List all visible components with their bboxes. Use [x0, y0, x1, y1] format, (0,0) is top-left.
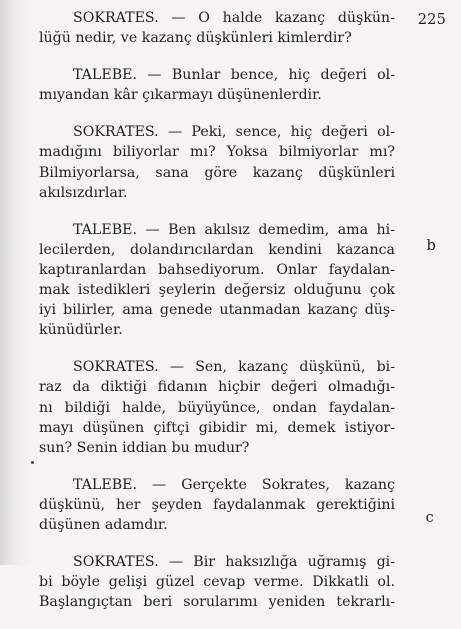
section-marker-c: c: [425, 510, 434, 526]
text-line: düşünen adamdır.: [39, 516, 168, 533]
paragraph-2: [39, 65, 395, 105]
paragraph-1: [39, 8, 395, 48]
text-line: lecilerden, dolandırıcılardan kendini kazanca: [39, 241, 395, 258]
margin-dot: [31, 461, 34, 464]
dialogue-text: [39, 8, 395, 629]
text-line: nı bildiği halde, büyüyünce, ondan faydalan-: [39, 399, 395, 416]
text-line: SOKRATES. — O halde kazanç düşkün-: [73, 10, 395, 26]
text-line: künüdürler.: [39, 322, 123, 339]
text-line: SOKRATES. — Bir haksızlığa uğramış gi-: [73, 554, 395, 571]
page-number: 225: [417, 12, 446, 28]
text-line: bi böyle gelişi güzel cevap verme. Dikkatli ol.: [39, 574, 395, 591]
text-line: mıyandan kâr çıkarmayı düşünenlerdir.: [39, 87, 322, 104]
paragraph-4: [39, 220, 395, 341]
text-line: kaptıranlardan bahsediyorum. Onlar faydalan-: [39, 261, 395, 278]
text-line: mak istedikleri şeylerin değersiz olduğunu çok: [39, 282, 395, 299]
text-line: akılsızdırlar.: [39, 184, 128, 201]
text-line: TALEBE. — Ben akılsız demedim, ama hi-: [73, 221, 395, 238]
text-line: raz da diktiği fidanın hiçbir değeri olmadığı-: [39, 379, 395, 396]
paragraph-5: [39, 357, 395, 457]
text-line: lüğü nedir, ve kazanç düşkünleri kimlerdir?: [39, 30, 352, 47]
paragraph-6: [39, 475, 395, 535]
text-line: Bilmiyorlarsa, sana göre kazanç düşkünleri: [39, 164, 395, 181]
text-line: SOKRATES. — Peki, sence, hiç değeri ol-: [73, 124, 395, 141]
text-line: TALEBE. — Bunlar bence, hiç değeri ol-: [73, 67, 395, 84]
text-line: TALEBE. — Gerçekte Sokrates, kazanç: [73, 476, 395, 493]
text-line: sun? Senin iddian bu mudur?: [39, 439, 250, 456]
text-line: SOKRATES. — Sen, kazanç düşkünü, bi-: [73, 359, 395, 376]
text-line: madığını biliyorlar mı? Yoksa bilmiyorlar mı?: [39, 144, 395, 161]
paragraph-3: [39, 122, 395, 202]
text-line: iyi bilirler, ama genede utanmadan kazanç düş-: [39, 302, 395, 319]
paragraph-7: [39, 552, 395, 612]
section-marker-b: b: [426, 238, 436, 254]
text-line: Başlangıçtan beri sorularımı yeniden tekrarlı-: [39, 594, 395, 611]
text-line: mayı düşünen çiftçi gibidir mi, demek istiyor-: [39, 419, 395, 436]
text-line: düşkünü, her şeyden faydalanmak gerektiğini: [39, 496, 395, 513]
